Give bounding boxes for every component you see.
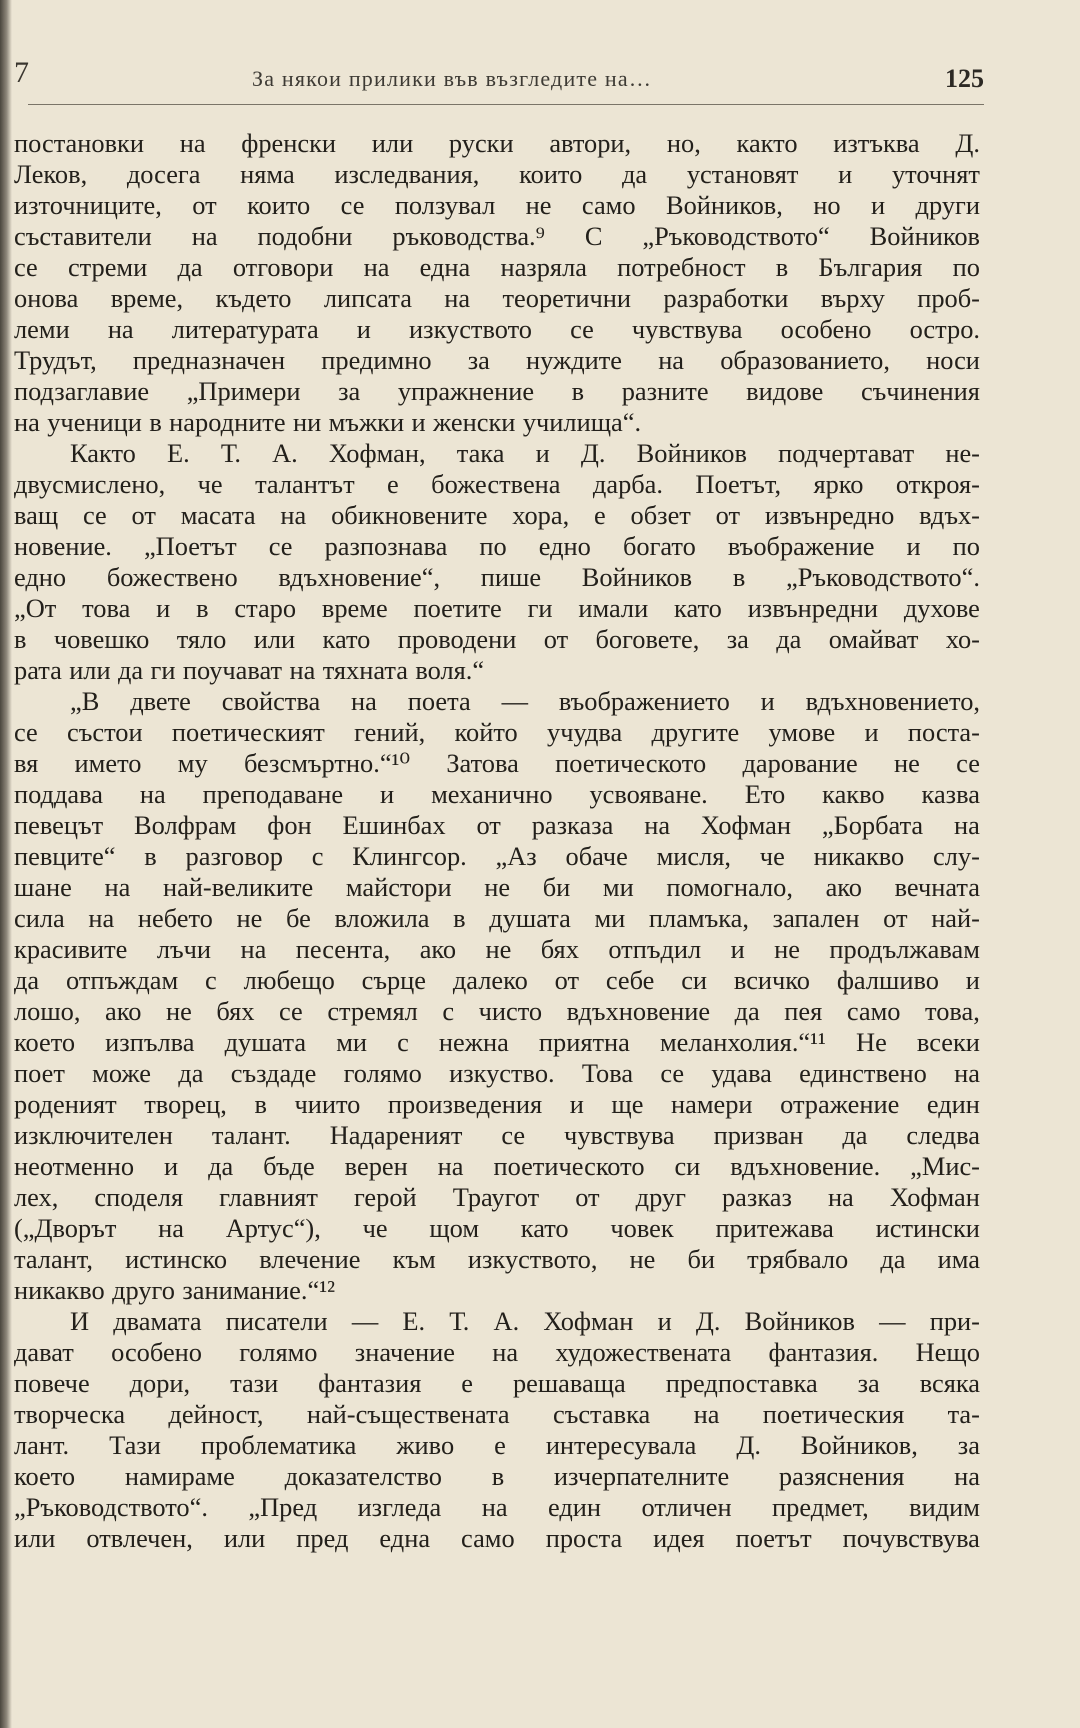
page-header bbox=[250, 62, 990, 102]
text-line: което изпълва душата ми с нежна приятна меланхолия.“¹¹ Не всеки bbox=[14, 1027, 980, 1057]
text-line: на ученици в народните ни мъжки и женски училища“. bbox=[14, 407, 642, 437]
text-line: едно божествено вдъхновение“, пише Войников в „Ръководството“. bbox=[14, 562, 980, 592]
text-line: „От това и в старо време поетите ги имали като извънредни духове bbox=[14, 593, 980, 623]
header-rule bbox=[28, 104, 984, 105]
page-gutter-shadow bbox=[0, 0, 12, 1728]
text-line: или отвлечен, или пред една само проста идея поетът почувствува bbox=[14, 1523, 980, 1553]
text-line: „В двете свойства на поета — въображението и вдъхновението, bbox=[70, 686, 980, 716]
text-line: лант. Тази проблематика живо е интересувала Д. Войников, за bbox=[14, 1430, 980, 1460]
text-line: сила на небето не бе вложила в душата ми пламъка, запален от най- bbox=[14, 903, 980, 933]
text-line: изключителен талант. Надареният се чувствува призван да следва bbox=[14, 1120, 980, 1150]
text-line: дават особено голямо значение на художествената фантазия. Нещо bbox=[14, 1337, 980, 1367]
text-line: да отпъждам с любещо сърце далеко от себе си всичко фалшиво и bbox=[14, 965, 980, 995]
text-line: лошо, ако не бях се стремял с чисто вдъхновение да пея само това, bbox=[14, 996, 980, 1026]
text-line: вя името му безсмъртно.“¹⁰ Затова поетическото дарование не се bbox=[14, 748, 980, 778]
text-line: никакво друго занимание.“¹² bbox=[14, 1275, 336, 1305]
text-line: леми на литературата и изкуството се чувствува особено остро. bbox=[14, 314, 980, 344]
page-number: 125 bbox=[945, 64, 984, 93]
text-line: подзаглавие „Примери за упражнение в разните видове съчинения bbox=[14, 376, 980, 406]
text-line: източниците, от които се ползувал не само Войников, но и други bbox=[14, 190, 980, 220]
text-line: талант, истинско влечение към изкуството, не би трябвало да има bbox=[14, 1244, 980, 1274]
text-line: Трудът, предназначен предимно за нуждите на образованието, носи bbox=[14, 345, 980, 375]
text-line: новение. „Поетът се разпознава по едно богато въображение и по bbox=[14, 531, 980, 561]
text-line: рата или да ги поучават на тяхната воля.“ bbox=[14, 655, 485, 685]
text-line: шане на най-великите майстори не би ми помогнало, ако вечната bbox=[14, 872, 980, 902]
text-line: поддава на преподаване и механично усвояване. Ето какво казва bbox=[14, 779, 980, 809]
text-line: се стреми да отговори на една назряла потребност в България по bbox=[14, 252, 980, 282]
text-line: неотменно и да бъде верен на поетическото си вдъхновение. „Мис- bbox=[14, 1151, 980, 1181]
text-line: творческа дейност, най-съществената съставка на поетическия та- bbox=[14, 1399, 980, 1429]
text-line: в човешко тяло или като проводени от боговете, за да омайват хо- bbox=[14, 624, 980, 654]
text-line: се състои поетическият гений, който учудва другите умове и поста- bbox=[14, 717, 980, 747]
text-line: И двамата писатели — Е. Т. А. Хофман и Д. Войников — при- bbox=[70, 1306, 980, 1336]
text-line: поет може да създаде голямо изкуство. Това се удава единствено на bbox=[14, 1058, 980, 1088]
text-line: съставители на подобни ръководства.⁹ С „Ръководството“ Войников bbox=[14, 221, 980, 251]
text-line: повече дори, тази фантазия е решаваща предпоставка за всяка bbox=[14, 1368, 980, 1398]
text-line: Както Е. Т. А. Хофман, така и Д. Войников подчертават не- bbox=[70, 438, 980, 468]
text-line: онова време, където липсата на теоретични разработки върху проб- bbox=[14, 283, 980, 313]
text-line: певецът Волфрам фон Ешинбах от разказа на Хофман „Борбата на bbox=[14, 810, 980, 840]
text-line: лех, споделя главният герой Траугот от друг разказ на Хофман bbox=[14, 1182, 980, 1212]
text-line: което намираме доказателство в изчерпателните разяснения на bbox=[14, 1461, 980, 1491]
text-line: ващ се от масата на обикновените хора, е обзет от извънредно вдъх- bbox=[14, 500, 980, 530]
text-line: постановки на френски или руски автори, но, както изтъква Д. bbox=[14, 128, 980, 158]
text-line: красивите лъчи на песента, ако не бях отпъдил и не продължавам bbox=[14, 934, 980, 964]
text-line: Леков, досега няма изследвания, които да установят и уточнят bbox=[14, 159, 980, 189]
text-line: („Дворът на Артус“), че щом като човек притежава истински bbox=[14, 1213, 980, 1243]
text-line: роденият творец, в чиито произведения и ще намери отражение един bbox=[14, 1089, 980, 1119]
body-text bbox=[14, 128, 980, 1554]
text-line: двусмислено, че талантът е божествена дарба. Поетът, ярко откроя- bbox=[14, 469, 980, 499]
gutter-page-number: 7 bbox=[14, 56, 29, 89]
text-line: „Ръководството“. „Пред изгледа на един отличен предмет, видим bbox=[14, 1492, 980, 1522]
text-line: певците“ в разговор с Клингсор. „Аз обаче мисля, че никакво слу- bbox=[14, 841, 980, 871]
running-head: За някои прилики във възгледите на… bbox=[252, 66, 653, 91]
